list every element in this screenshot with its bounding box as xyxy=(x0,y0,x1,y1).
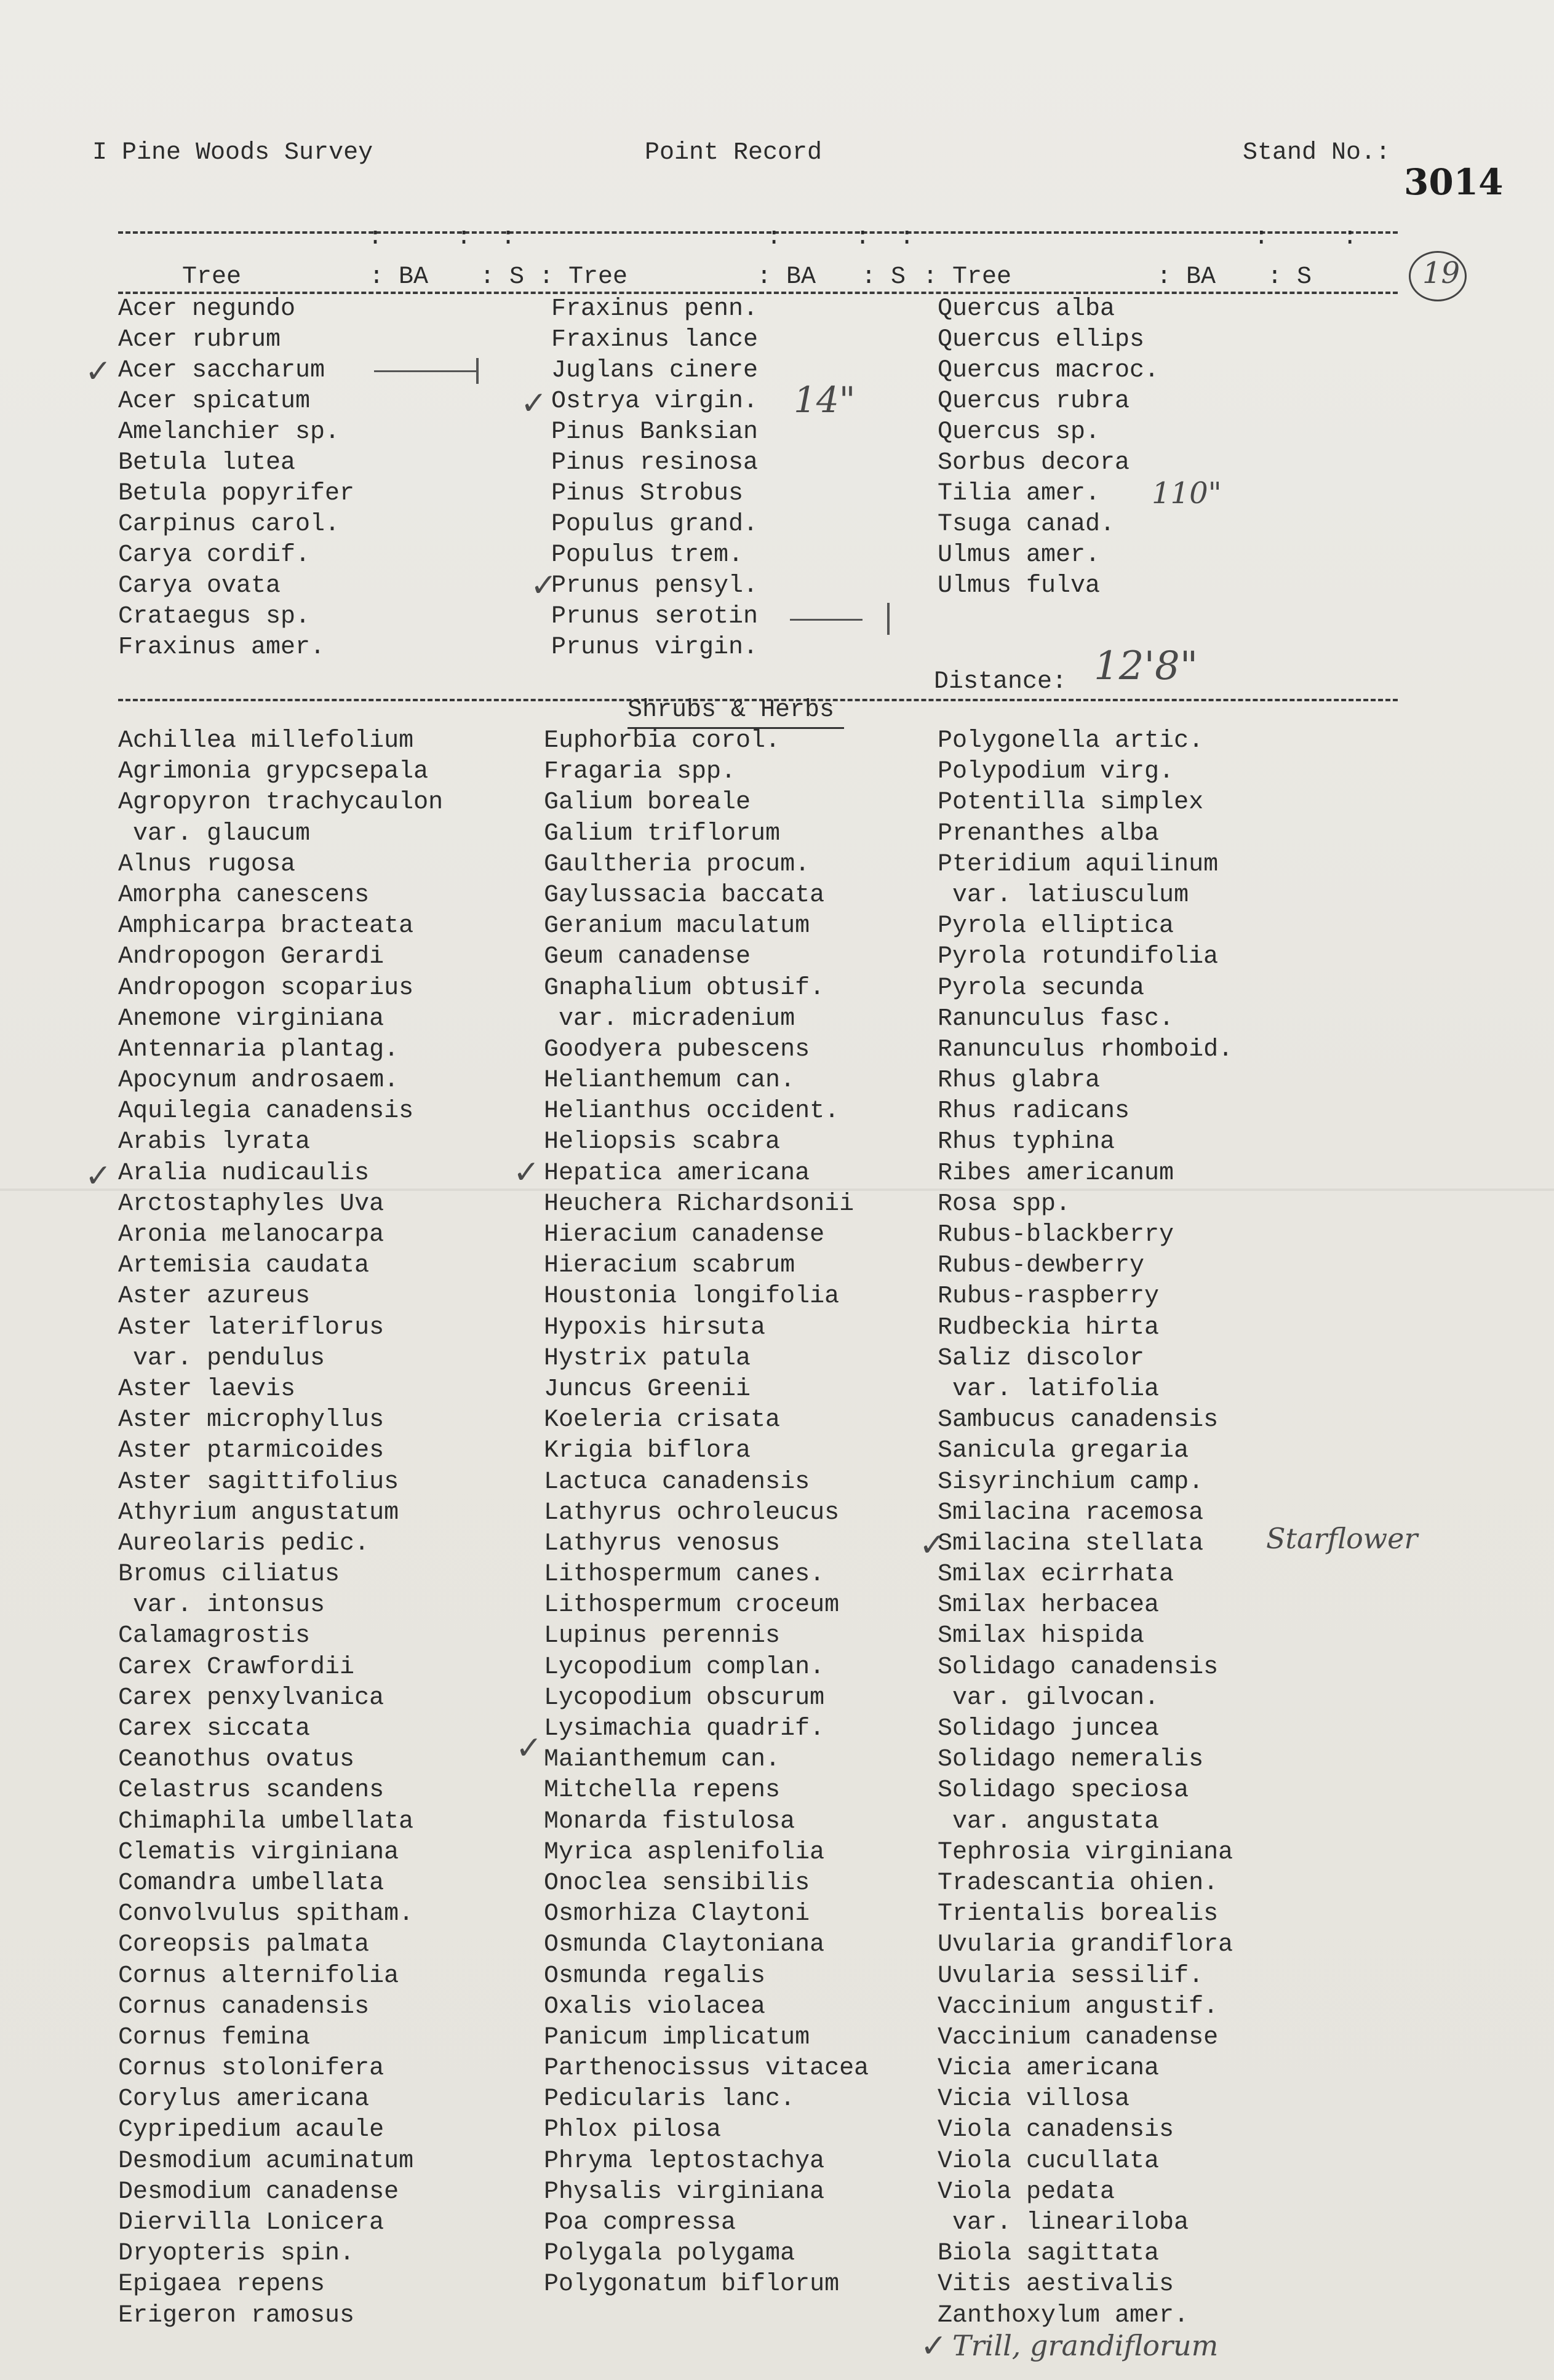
shrub-row: Carex siccata xyxy=(118,1715,311,1743)
shrub-row: Hieracium scabrum xyxy=(544,1252,795,1280)
shrub-row: Tradescantia ohien. xyxy=(938,1869,1219,1897)
shrub-row: Sanicula gregaria xyxy=(938,1437,1189,1465)
check-mark: ✓ xyxy=(530,567,557,604)
shrub-row: Aster microphyllus xyxy=(118,1406,385,1435)
tree-row: Betula popyrifer xyxy=(118,480,355,507)
shrub-row: Solidago juncea xyxy=(938,1715,1160,1743)
shrub-row: Cornus stolonifera xyxy=(118,2055,385,2083)
shrub-row: Pteridium aquilinum xyxy=(938,850,1219,878)
distance-value: 12'8" xyxy=(1094,643,1198,689)
shrub-row: Desmodium acuminatum xyxy=(118,2147,414,2175)
shrub-row: Hystrix patula xyxy=(544,1344,751,1372)
shrub-row: Polygala polygama xyxy=(544,2240,795,2268)
shrub-row: Viola cucullata xyxy=(938,2147,1160,2175)
tree-row: Juglans cinere xyxy=(551,357,759,384)
tree-row: Crataegus sp. xyxy=(118,603,311,631)
shrub-row: Bromus ciliatus xyxy=(118,1561,340,1589)
shrub-row: Phlox pilosa xyxy=(544,2116,722,2144)
s-header-1: : S xyxy=(480,263,525,291)
shrubs-title: Shrubs & Herbs xyxy=(628,696,835,724)
shrub-row: Viola canadensis xyxy=(938,2116,1174,2144)
shrub-row: Polygonatum biflorum xyxy=(544,2271,840,2299)
shrub-row: Polygonella artic. xyxy=(938,727,1204,755)
tree-row: Pinus Banksian xyxy=(551,418,759,446)
shrub-row: Ranunculus rhomboid. xyxy=(938,1035,1233,1064)
check-mark: ✓ xyxy=(919,1527,946,1564)
shrub-row: Cornus alternifolia xyxy=(118,1962,399,1990)
tree-row: Acer saccharum xyxy=(118,357,325,384)
tree-row: Pinus Strobus xyxy=(551,480,744,507)
shrub-row: Aronia melanocarpa xyxy=(118,1221,385,1249)
shrub-row: Aster laevis xyxy=(118,1375,296,1403)
shrub-row: Geranium maculatum xyxy=(544,912,810,941)
shrub-row: Lupinus perennis xyxy=(544,1622,781,1650)
shrub-row: Chimaphila umbellata xyxy=(118,1807,414,1836)
tally-tick xyxy=(887,603,890,635)
tree-row: Fraxinus penn. xyxy=(551,295,759,323)
tree-row: Acer spicatum xyxy=(118,388,311,415)
shrub-row: Rosa spp. xyxy=(938,1190,1071,1218)
tally-tick xyxy=(476,358,479,384)
shrub-row: Hypoxis hirsuta xyxy=(544,1313,766,1342)
shrub-row: Lithospermum canes. xyxy=(544,1561,825,1589)
shrub-row: Polypodium virg. xyxy=(938,758,1174,786)
shrub-row: Carex penxylvanica xyxy=(118,1684,385,1712)
shrub-row: Osmunda Claytoniana xyxy=(544,1931,825,1959)
shrub-row: Convolvulus spitham. xyxy=(118,1900,414,1928)
shrub-row: Maianthemum can. xyxy=(544,1746,781,1774)
shrub-row: Hepatica americana xyxy=(544,1159,810,1187)
shrub-row: Calamagrostis xyxy=(118,1622,311,1650)
shrub-row: Osmorhiza Claytoni xyxy=(544,1900,810,1928)
shrub-row: Arctostaphyles Uva xyxy=(118,1190,385,1218)
shrub-row: Phryma leptostachya xyxy=(544,2147,825,2175)
shrub-row: var. micradenium xyxy=(544,1005,795,1033)
s-header-2: : S xyxy=(861,263,906,291)
shrub-row: Koeleria crisata xyxy=(544,1406,781,1435)
shrub-row: Lathyrus ochroleucus xyxy=(544,1498,840,1527)
tree-row: Acer rubrum xyxy=(118,326,281,354)
shrub-row: Monarda fistulosa xyxy=(544,1807,795,1836)
shrub-column-2 xyxy=(544,726,869,2301)
shrub-row: Antennaria plantag. xyxy=(118,1035,399,1064)
shrub-row: Aquilegia canadensis xyxy=(118,1097,414,1126)
shrub-row: Rudbeckia hirta xyxy=(938,1313,1160,1342)
shrub-row: Carex Crawfordii xyxy=(118,1653,355,1681)
shrub-row: Artemisia caudata xyxy=(118,1252,370,1280)
ba-header-2: : BA xyxy=(757,263,816,291)
shrub-row: Dryopteris spin. xyxy=(118,2240,355,2268)
shrub-row: var. latifolia xyxy=(938,1375,1160,1403)
shrub-row: Pyrola rotundifolia xyxy=(938,943,1219,971)
check-mark: ✓ xyxy=(85,1158,112,1195)
ostrya-ba-note: 14" xyxy=(794,379,856,421)
shrub-row: Poa compressa xyxy=(544,2209,736,2237)
shrub-row: Panicum implicatum xyxy=(544,2023,810,2052)
ba-header-3: : BA xyxy=(1157,263,1216,291)
tree-row: Populus grand. xyxy=(551,511,759,538)
shrub-row: Diervilla Lonicera xyxy=(118,2209,385,2237)
tree-row: Fraxinus lance xyxy=(551,326,759,354)
shrub-row: Celastrus scandens xyxy=(118,1777,385,1805)
shrub-row: Smilax hispida xyxy=(938,1622,1145,1650)
shrub-row: Desmodium canadense xyxy=(118,2178,399,2206)
shrub-column-1 xyxy=(118,726,443,2331)
shrub-row: Oxalis violacea xyxy=(544,1992,766,2021)
shrub-row: var. latiusculum xyxy=(938,881,1189,909)
check-mark: ✓ xyxy=(920,2328,947,2365)
shrub-row: Gaylussacia baccata xyxy=(544,881,825,909)
shrub-row: Andropogon Gerardi xyxy=(118,943,385,971)
survey-title: I Pine Woods Survey xyxy=(92,139,373,167)
footer-note: Trill, grandiflorum xyxy=(952,2329,1219,2362)
tree-row: Ostrya virgin. xyxy=(551,388,759,415)
shrub-row: Vitis aestivalis xyxy=(938,2271,1174,2299)
shrub-row: Vicia americana xyxy=(938,2055,1160,2083)
shrub-row: Galium boreale xyxy=(544,789,751,817)
tree-row: Populus trem. xyxy=(551,541,744,569)
shrub-row: Pyrola elliptica xyxy=(938,912,1174,941)
tree-header-3: : Tree xyxy=(923,263,1012,291)
check-mark: ✓ xyxy=(513,1154,540,1191)
shrub-row: var. lineariloba xyxy=(938,2209,1189,2237)
shrub-row: Rhus radicans xyxy=(938,1097,1130,1126)
shrub-row: Heuchera Richardsonii xyxy=(544,1190,855,1218)
check-mark: ✓ xyxy=(516,1730,543,1767)
stand-label: Stand No.: xyxy=(1243,139,1391,167)
shrub-row: Smilax ecirrhata xyxy=(938,1561,1174,1589)
s-header-3: : S xyxy=(1267,263,1312,291)
tree-column-3 xyxy=(938,294,1159,602)
shrub-row: Solidago nemeralis xyxy=(938,1746,1204,1774)
tree-header-1: Tree xyxy=(182,263,242,291)
tree-row: Pinus resinosa xyxy=(551,449,759,477)
shrub-row: Achillea millefolium xyxy=(118,727,414,755)
shrub-row: Aureolaris pedic. xyxy=(118,1529,370,1558)
shrub-row: var. glaucum xyxy=(118,819,311,848)
shrub-row: Cornus femina xyxy=(118,2023,311,2052)
shrub-row: Euphorbia corol. xyxy=(544,727,781,755)
tree-row: Carya ovata xyxy=(118,572,281,600)
shrub-row: Lathyrus venosus xyxy=(544,1529,781,1558)
shrub-row: Cypripedium acaule xyxy=(118,2116,385,2144)
shrub-row: Comandra umbellata xyxy=(118,1869,385,1897)
shrub-row: Aralia nudicaulis xyxy=(118,1159,370,1187)
ba-header-1: : BA xyxy=(369,263,429,291)
tree-row: Fraxinus amer. xyxy=(118,634,325,661)
tree-row: Ulmus amer. xyxy=(938,541,1101,569)
shrub-row: Potentilla simplex xyxy=(938,789,1204,817)
shrub-row: var. pendulus xyxy=(118,1344,325,1372)
shrub-row: Aster sagittifolius xyxy=(118,1468,399,1496)
tree-row: Carpinus carol. xyxy=(118,511,340,538)
shrub-row: Andropogon scoparius xyxy=(118,974,414,1002)
shrub-row: Juncus Greenii xyxy=(544,1375,751,1403)
shrub-row: Aster ptarmicoides xyxy=(118,1437,385,1465)
shrub-row: Viola pedata xyxy=(938,2178,1115,2206)
shrub-row: Hieracium canadense xyxy=(544,1221,825,1249)
shrub-row: Cornus canadensis xyxy=(118,1992,370,2021)
shrub-row: Vaccinium canadense xyxy=(938,2023,1219,2052)
shrub-row: Vaccinium angustif. xyxy=(938,1992,1219,2021)
shrub-row: Smilacina stellata xyxy=(938,1529,1204,1558)
tree-header-2: : Tree xyxy=(539,263,628,291)
shrub-row: Amorpha canescens xyxy=(118,881,370,909)
shrub-row: Coreopsis palmata xyxy=(118,1931,370,1959)
tally-line xyxy=(374,370,479,372)
smilacina-note: Starflower xyxy=(1266,1522,1418,1555)
tree-row: Amelanchier sp. xyxy=(118,418,340,446)
shrub-row: Houstonia longifolia xyxy=(544,1283,840,1311)
tree-row: Quercus alba xyxy=(938,295,1115,323)
shrub-row: Rhus glabra xyxy=(938,1067,1101,1095)
tree-row: Tilia amer. xyxy=(938,480,1101,507)
tree-row: Tsuga canad. xyxy=(938,511,1115,538)
tally-line xyxy=(790,619,863,621)
shrub-row: Myrica asplenifolia xyxy=(544,1838,825,1866)
shrub-column-3 xyxy=(938,726,1233,2331)
shrub-row: Fragaria spp. xyxy=(544,758,736,786)
shrub-row: Helianthus occident. xyxy=(544,1097,840,1126)
shrub-row: Goodyera pubescens xyxy=(544,1035,810,1064)
shrub-row: Erigeron ramosus xyxy=(118,2301,355,2330)
shrub-row: Amphicarpa bracteata xyxy=(118,912,414,941)
tree-row: Quercus ellips xyxy=(938,326,1145,354)
colon-mark: : : : : : : : : xyxy=(368,224,1358,252)
shrub-row: Uvularia sessilif. xyxy=(938,1962,1204,1990)
tree-row: Prunus pensyl. xyxy=(551,572,759,600)
tree-row: Quercus sp. xyxy=(938,418,1101,446)
tree-column-2 xyxy=(551,294,758,663)
shrub-row: Helianthemum can. xyxy=(544,1067,795,1095)
tree-row: Acer negundo xyxy=(118,295,296,323)
shrub-row: Gnaphalium obtusif. xyxy=(544,974,825,1002)
shrub-row: Anemone virginiana xyxy=(118,1005,385,1033)
tree-row: Quercus macroc. xyxy=(938,357,1160,384)
tree-row: Quercus rubra xyxy=(938,388,1130,415)
shrub-row: Saliz discolor xyxy=(938,1344,1145,1372)
shrub-row: var. gilvocan. xyxy=(938,1684,1160,1712)
shrub-row: Smilacina racemosa xyxy=(938,1498,1204,1527)
shrub-row: Epigaea repens xyxy=(118,2271,325,2299)
shrub-row: var. intonsus xyxy=(118,1591,325,1620)
check-mark: ✓ xyxy=(85,353,112,390)
shrub-row: Agrimonia grypcsepala xyxy=(118,758,429,786)
shrub-row: Corylus americana xyxy=(118,2085,370,2114)
shrub-row: Onoclea sensibilis xyxy=(544,1869,810,1897)
shrub-row: Zanthoxylum amer. xyxy=(938,2301,1189,2330)
tree-row: Ulmus fulva xyxy=(938,572,1101,600)
shrub-row: Ceanothus ovatus xyxy=(118,1746,355,1774)
shrub-row: Pyrola secunda xyxy=(938,974,1145,1002)
shrub-row: Apocynum androsaem. xyxy=(118,1067,399,1095)
tree-row: Prunus serotin xyxy=(551,603,759,631)
shrub-row: Lysimachia quadrif. xyxy=(544,1715,825,1743)
shrub-row: Krigia biflora xyxy=(544,1437,751,1465)
shrub-row: Galium triflorum xyxy=(544,819,781,848)
shrub-row: Parthenocissus vitacea xyxy=(544,2055,869,2083)
shrub-row: Smilax herbacea xyxy=(938,1591,1160,1620)
shrub-row: Geum canadense xyxy=(544,943,751,971)
shrub-row: Physalis virginiana xyxy=(544,2178,825,2206)
shrub-row: Mitchella repens xyxy=(544,1777,781,1805)
shrub-row: Uvularia grandiflora xyxy=(938,1931,1233,1959)
stand-number: 3014 xyxy=(1404,161,1504,203)
tree-column-1 xyxy=(118,294,354,663)
shrub-row: Lycopodium obscurum xyxy=(544,1684,825,1712)
record-title: Point Record xyxy=(645,139,823,167)
shrub-row: Clematis virginiana xyxy=(118,1838,399,1866)
shrub-row: Prenanthes alba xyxy=(938,819,1160,848)
shrub-row: Biola sagittata xyxy=(938,2240,1160,2268)
tree-row: Prunus virgin. xyxy=(551,634,759,661)
circled-number: 19 xyxy=(1422,256,1460,290)
shrub-row: Rhus typhina xyxy=(938,1128,1115,1156)
shrub-row: var. angustata xyxy=(938,1807,1160,1836)
shrub-row: Aster lateriflorus xyxy=(118,1313,385,1342)
shrub-row: Lycopodium complan. xyxy=(544,1653,825,1681)
shrub-row: Ranunculus fasc. xyxy=(938,1005,1174,1033)
shrub-row: Lithospermum croceum xyxy=(544,1591,840,1620)
check-mark: ✓ xyxy=(520,385,548,422)
shrub-row: Ribes americanum xyxy=(938,1159,1174,1187)
shrub-row: Solidago canadensis xyxy=(938,1653,1219,1681)
shrub-row: Arabis lyrata xyxy=(118,1128,311,1156)
shrub-row: Agropyron trachycaulon xyxy=(118,789,444,817)
shrub-row: Rubus-blackberry xyxy=(938,1221,1174,1249)
shrub-row: Sisyrinchium camp. xyxy=(938,1468,1204,1496)
distance-label: Distance: xyxy=(934,668,1067,696)
tree-row: Betula lutea xyxy=(118,449,296,477)
shrub-row: Tephrosia virginiana xyxy=(938,1838,1233,1866)
shrub-row: Trientalis borealis xyxy=(938,1900,1219,1928)
tree-row: Carya cordif. xyxy=(118,541,311,569)
shrub-row: Sambucus canadensis xyxy=(938,1406,1219,1435)
tree-row: Sorbus decora xyxy=(938,449,1130,477)
shrub-row: Vicia villosa xyxy=(938,2085,1130,2114)
shrub-row: Solidago speciosa xyxy=(938,1777,1189,1805)
shrub-row: Heliopsis scabra xyxy=(544,1128,781,1156)
shrub-row: Athyrium angustatum xyxy=(118,1498,399,1527)
tilia-ba-note: 110" xyxy=(1152,476,1222,511)
shrub-row: Gaultheria procum. xyxy=(544,850,810,878)
shrub-row: Alnus rugosa xyxy=(118,850,296,878)
shrub-row: Aster azureus xyxy=(118,1283,311,1311)
shrub-row: Pedicularis lanc. xyxy=(544,2085,795,2114)
shrub-row: Rubus-raspberry xyxy=(938,1283,1160,1311)
shrub-row: Rubus-dewberry xyxy=(938,1252,1145,1280)
shrub-row: Lactuca canadensis xyxy=(544,1468,810,1496)
shrub-row: Osmunda regalis xyxy=(544,1962,766,1990)
